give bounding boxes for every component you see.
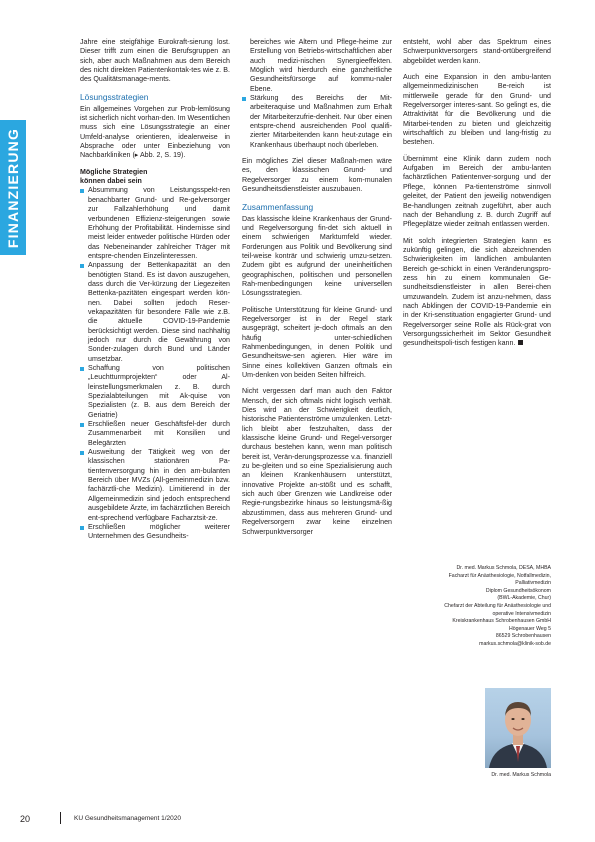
- author-line: Palliativmedizin: [515, 580, 551, 587]
- heading-zusammenfassung: Zusammenfassung: [242, 201, 314, 212]
- end-mark-icon: [518, 340, 523, 345]
- page-number: 20: [20, 814, 31, 824]
- list-item: Anpassung der Bettenkapazität an den benötigten Stand. Es ist davon auszugehen, dass durch die Ver-kürzung der Liegezeiten Bettenka-pazitäten eingespart werden kön-nen. Dabei sollten jedoch Reser-vekapazitäten für besondere Fälle wie z.B. die aktuelle COVID-19-Pandemie berücksichtigt werden. Diese sind nachhaltig jedoch nur durch die Gewährung von Sonder-zulagen durch Bund und Länder umsetzbar.: [80, 261, 230, 364]
- section-tab: [0, 120, 26, 255]
- heading-loesungsstrategien: Lösungsstrategien: [80, 91, 149, 102]
- list-item: Erschließen möglicher weiterer Unternehmen des Gesundheits-: [80, 523, 230, 542]
- author-line: (BWL-Akademie, Chur): [497, 595, 551, 602]
- author-line: operative Intensivmedizin: [492, 610, 551, 617]
- paragraph: Jahre eine steigfähige Eurokraft-sierung lost. Dieser trifft zum einen die Berufsgruppen an sich, aber auch Maßnahmen aus dem Bereich des nicht direkten Patientenkontak-tes wie z. B. des Qualitätsmanage-ments.: [80, 38, 230, 84]
- paragraph: Nicht vergessen darf man auch den Faktor Mensch, der sich oftmals nicht logisch verhält. Dies wird an der Schwierigkeit deutlich, historische Patientenströme umzulenken. Letzt-lich bleibt aber festzuhalten, dass der klassische kleine Grund- und Regel-versorger durchaus bestehen kann, wenn man politisch bereit ist, Verän-derungsprozesse v.a. finanziell zu be-gleiten und so eine Spezialisierung auch an kleinen Krankenhäusern unterstützt, innovative Projekte an-stößt und es schafft, sich auch über Grenzen wie Landkreise oder Regie-rungsbezirke hinaus so leistungsmä-ßig abzustimmen, dass aus mehreren Grund- und Regelversorgern zwar keine einzelnen Schwerpunktversorger: [242, 387, 392, 536]
- photo-caption: Dr. med. Markus Schmola: [491, 772, 551, 778]
- paragraph: Ein allgemeines Vorgehen zur Prob-lemlösung ist sicherlich nicht vorhan-den. Im Wesentlichen muss sich eine Lösungsstrategie an einer Umfeld-analyse orientieren, idealerweise in Absprache oder unter Einbeziehung von Nachbarkliniken (▸ Abb. 2, S. 19).: [80, 104, 230, 160]
- subheading-strategien-sub: können dabei sein: [80, 177, 142, 186]
- section-tab-label: FINANZIERUNG: [5, 127, 21, 248]
- final-paragraph-text: Mit solch integrierten Strategien kann es zukünftig gelingen, die sich abzeichnenden Schwierigkeiten im ländlichen ambulanten Bereich ge-schickt in einen Veränderungspro-zess hin zu einem kommunalen Ge-sundheitsdienstleister in allen Berei-chen umzuwandeln. Zudem ist anzu-nehmen, dass nach Abklingen der COVID-19-Pandemie ein in der Kri-senstituation engagierter Grund- und Regelversorger seine Rolle als Rück-grat von Versorgungssicherheit im Sektor Gesundheit gesundheitspoli-tisch festigen kann.: [403, 236, 551, 348]
- list-item: Erschließen neuer Geschäftsfel-der durch Zusammenarbeit mit Konsilien und Belegärzten: [80, 420, 230, 448]
- subheading-strategien: Mögliche Strategien: [80, 167, 148, 176]
- journal-name: KU Gesundheitsmanagement 1/2020: [74, 815, 181, 822]
- paragraph-final: [403, 237, 551, 349]
- list-item: Schaffung von politischen „Leuchtturmprojekten“ oder Al-leinstellungsmerkmalen z. B. durch Spezialabteilungen mit Ak-quise von Spezialisten (z. B. aus dem Bereich der Geriatrie): [80, 364, 230, 420]
- paragraph: Übernimmt eine Klinik dann zudem noch Aufgaben im Bereich der ambu-lanten fachärztlichen Patientenver-sorgung und der Pflege, können Pa-tientenströme sinnvoll geleitet, der Patient den jeweilig notwendigen Be-handlungen zeitnah zugeführt, aber auch nach der Behandlung z. B. durch Zugriff auf Pflegeplätze wieder zeitnah entlassen werden.: [403, 154, 551, 229]
- portrait-illustration: [485, 688, 551, 768]
- author-photo: [485, 688, 551, 768]
- strategy-list: [80, 186, 230, 541]
- author-line: Högenauer Weg 5: [508, 625, 551, 632]
- list-item: Ausweitung der Tätigkeit weg von der klassischen stationären Pa-tientenversorgung hin in den am-bulanten Bereich über MVZs (All-gemeinmedizin bzw. fachärztli-che Medizin). Limitierend in der Allgemeinmedizin sind jedoch entsprechend ausgebildete Ärzte, im fachärztlichen Bereich ent-sprechend verfügbare Facharztsit-ze.: [80, 448, 230, 523]
- strategy-list-cont: [242, 94, 392, 150]
- paragraph: Ein mögliches Ziel dieser Maßnah-men wäre es, den klassischen Grund- und Regelversorger zu einem kom-munalen Gesundheitsdienstleister auszubauen.: [242, 157, 392, 194]
- text-column-1: [80, 38, 230, 542]
- text-column-2: [242, 38, 392, 544]
- list-item: Stärkung des Bereichs der Mit-arbeiteraquise und Maßnahmen zum Erhalt der Mitarbeiterzufrie-denheit. Nur über einen entspre-chend ausreichenden Pool qualifi-zierter Mitarbeitenden kann heut-zutage ein Krankenhaus überhaupt noch überleben.: [242, 94, 392, 150]
- footer-divider: [60, 812, 61, 824]
- author-line: 86529 Schrobenhausen: [495, 633, 551, 640]
- paragraph: Auch eine Expansion in den ambu-lanten allgemeinmedizinischen Be-reich ist mittlerweile gerade für den Grund- und Regelversorger interes-sant. So gelingt es, die Attraktivität für die Bevölkerung und die Mitarbei-tenden zu bieten und gleichzeitig wirtschaftlich zu bleiben und lang-fristig zu bestehen.: [403, 73, 551, 147]
- paragraph: bereiches wie Altern und Pflege-heime zur Erstellung von Betriebs-wirtschaftlichen aber auch medizi-nischen Synergieeffekten. Möglich wird hierdurch eine ganzheitliche Gesundheitsfürsorge auf kommu-naler Ebene.: [250, 38, 392, 93]
- author-email: markus.schmola@klinik-sob.de: [479, 640, 551, 647]
- paragraph: Das klassische kleine Krankenhaus der Grund- und Regelversorgung fin-det sich aktuell in einem schwierigen Marktumfeld wieder. Forderungen aus Politik und Bevölkerung sind teil-weise konträr und schwierig umzu-setzen. Zudem gibt es aufgrund der uneinheitlichen geographischen, politischen und personellen Rah-menbedingungen keine universellen Lösungsstrategien.: [242, 214, 392, 298]
- paragraph: entsteht, wohl aber das Spektrum eines Schwerpunktversorgers stand-ortübergreifend abgebildet werden kann.: [403, 38, 551, 65]
- author-name: Dr. med. Markus Schmola, DESA, MHBA: [456, 565, 551, 571]
- paragraph: Politische Unterstützung für kleine Grund- und Regelversorger ist in der Regel stark ausgeprägt, scheitert je-doch oftmals an den häufig unter-schiedlichen Rahmenbedingungen, in denen Politik und Gesundheitswe-sen agieren. Hier wäre im Sinne eines kollektiven Ganzen oftmals ein Um-denken von beiden Seiten hilfreich.: [242, 305, 392, 379]
- list-item: Absummung von Leistungsspekt-ren benachbarter Grund- und Re-gelversorger zur Fallzahlerhöhung und damit verbundenen Effizienz-steigerungen sowie Erhöhung der Profitabilität. Hindernisse sind meist leider entweder politische Hürden oder das Nebeneinander zahlreicher Träger mit entspre-chenden Einzelinteressen.: [80, 186, 230, 261]
- author-line: Chefarzt der Abteilung für Anästhesiologie und: [444, 602, 551, 609]
- text-column-3: [403, 38, 551, 356]
- author-line: Facharzt für Anästhesiologie, Notfallmedizin,: [448, 572, 551, 579]
- author-line: Kreiskrankenhaus Schrobenhausen GmbH: [452, 618, 551, 625]
- author-line: Diplom Gesundheitsökonom: [485, 587, 551, 594]
- author-box: [403, 565, 551, 649]
